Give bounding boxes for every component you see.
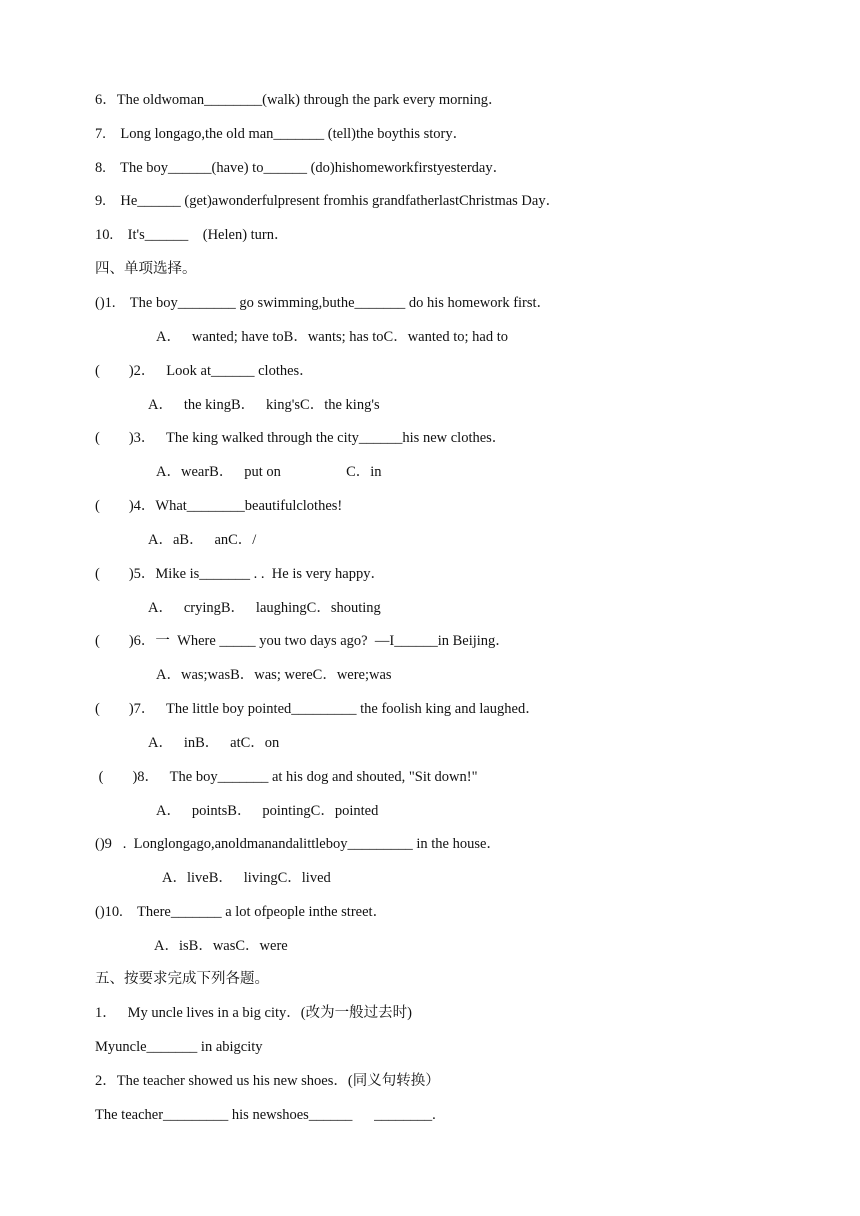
question-5-stem: ( )5．Mike is_______ . . He is very happy． bbox=[95, 566, 385, 582]
question-2-stem: ( )2． Look at______ clothes． bbox=[95, 363, 314, 379]
question-7-options: A． inB． atC．on bbox=[148, 735, 280, 751]
question-8-stem: ( )8． The boy_______ at his dog and shouted, "Sit down!" bbox=[95, 769, 478, 785]
question-10-options: A．isB．wasC．were bbox=[154, 938, 288, 954]
section-five-heading: 五、按要求完成下列各题。 bbox=[95, 971, 269, 987]
question-1-stem: ()1. The boy________ go swimming,buthe_______ do his homework first． bbox=[95, 295, 552, 311]
question-5-options: A． cryingB． laughingC．shouting bbox=[148, 600, 381, 616]
question-7-stem: ( )7． The little boy pointed_________ the foolish king and laughed． bbox=[95, 701, 540, 717]
question-3-stem: ( )3． The king walked through the city______his new clothes． bbox=[95, 430, 507, 446]
section-five-item-1-prompt: 1． My uncle lives in a big city．(改为一般过去时) bbox=[95, 1005, 412, 1021]
section-five-item-2-prompt: 2．The teacher showed us his new shoes．(同义句转换） bbox=[95, 1073, 440, 1089]
fill-in-item-6: 6．The oldwoman________(walk) through the park every morning． bbox=[95, 92, 503, 108]
fill-in-item-7: 7. Long longago,the old man_______ (tell)the boythis story． bbox=[95, 126, 468, 142]
question-4-stem: ( )4．What________beautifulclothes! bbox=[95, 498, 343, 514]
fill-in-item-9: 9. He______ (get)awonderfulpresent fromhis grandfatherlastChristmas Day． bbox=[95, 193, 561, 209]
section-five-item-1-answer: Myuncle_______ in abigcity bbox=[95, 1039, 263, 1055]
section-five-item-2-answer: The teacher_________ his newshoes______ ________. bbox=[95, 1107, 436, 1123]
question-8-options: A． pointsB． pointingC．pointed bbox=[156, 803, 379, 819]
fill-in-item-8: 8. The boy______(have) to______ (do)hishomeworkfirstyesterday． bbox=[95, 160, 508, 176]
question-1-options: A． wanted; have toB．wants; has toC．wanted to; had to bbox=[156, 329, 508, 345]
question-6-stem: ( )6．一 Where _____ you two days ago? —I______in Beijing． bbox=[95, 633, 510, 649]
fill-in-item-10: 10. It's______ (Helen) turn． bbox=[95, 227, 289, 243]
question-3-options: A．wearB． put on C．in bbox=[156, 464, 382, 480]
question-2-options: A． the kingB． king'sC．the king's bbox=[148, 397, 380, 413]
question-6-options: A．was;wasB．was; wereC．were;was bbox=[156, 667, 392, 683]
section-four-heading: 四、单项选择。 bbox=[95, 261, 197, 277]
question-10-stem: ()10. There_______ a lot ofpeople inthe street． bbox=[95, 904, 388, 920]
question-9-options: A．liveB． livingC．lived bbox=[162, 870, 331, 886]
question-9-stem: ()9 . Longlongago,anoldmanandalittleboy_________ in the house． bbox=[95, 836, 501, 852]
question-4-options: A．aB． anC．/ bbox=[148, 532, 257, 548]
